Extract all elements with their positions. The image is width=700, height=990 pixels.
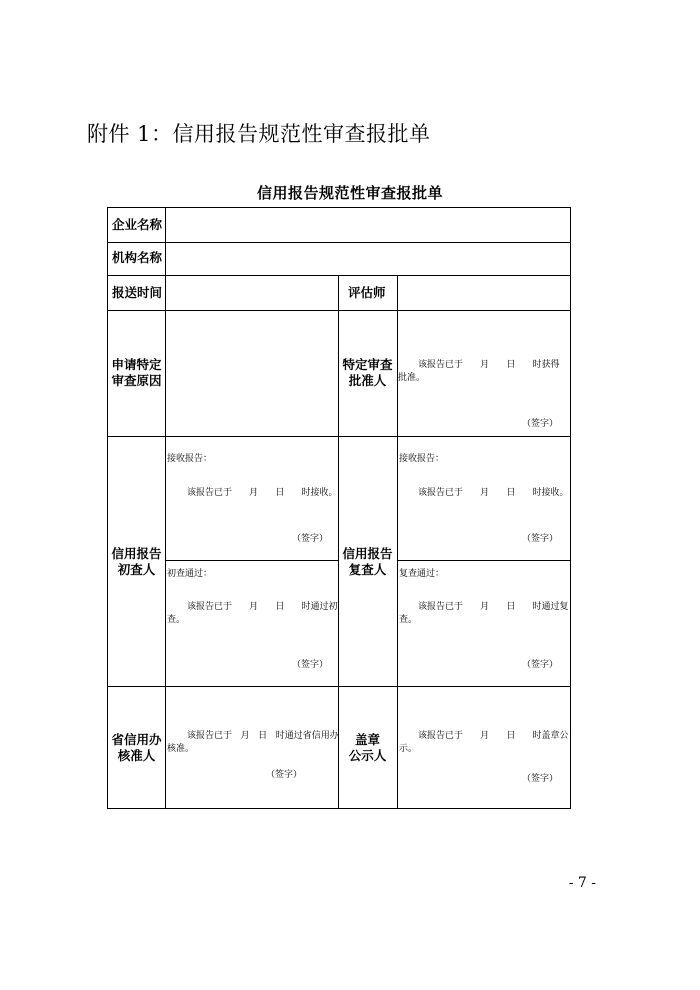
receive-report-title: 接收报告： <box>167 454 213 464</box>
row-divider <box>165 560 338 561</box>
receive-report-text-right: 该报告已于 月 日 时接收。 <box>418 488 569 498</box>
initial-reviewer-label-line1: 信用报告 <box>111 546 162 561</box>
initial-reviewer-label-line2: 初查人 <box>117 562 156 577</box>
province-approver-label <box>108 732 165 764</box>
assessor-field[interactable] <box>398 276 570 310</box>
apply-reason-label-line1: 申请特定 <box>111 357 162 372</box>
province-approver-label-line1: 省信用办 <box>111 732 162 747</box>
institution-name-field[interactable] <box>166 243 569 275</box>
sign-placeholder: （签字） <box>522 660 559 670</box>
stamp-publisher-label-line1: 盖章 <box>354 732 380 747</box>
sign-placeholder: （签字） <box>292 660 329 670</box>
row-divider <box>108 436 570 437</box>
province-approval-text-2: 核准。 <box>167 744 195 754</box>
special-approval-text-2: 批准。 <box>398 373 426 383</box>
company-name-label: 企业名称 <box>112 217 163 232</box>
recheck-reviewer-label-line2: 复查人 <box>348 562 387 577</box>
sign-placeholder: （签字） <box>522 534 559 544</box>
approval-form-table <box>107 207 571 809</box>
initial-pass-text-1: 该报告已于 月 日 时通过初 <box>187 602 338 612</box>
province-approval-text-1: 该报告已于 月 日 时通过省信用办 <box>187 731 339 741</box>
apply-reason-field[interactable] <box>166 311 338 436</box>
stamp-publisher-label-line2: 公示人 <box>348 748 387 763</box>
col-divider <box>397 275 398 808</box>
page-number: - 7 - <box>568 875 596 891</box>
recheck-pass-title: 复查通过： <box>399 569 445 579</box>
stamp-text-2: 示。 <box>399 744 418 754</box>
apply-reason-label-line2: 审查原因 <box>111 373 162 388</box>
province-approver-label-line2: 核准人 <box>117 748 156 763</box>
sign-placeholder: （签字） <box>522 774 559 784</box>
row-divider <box>108 686 570 687</box>
receive-report-text: 该报告已于 月 日 时接收。 <box>187 488 338 498</box>
special-approval-text-1: 该报告已于 月 日 时获得 <box>418 360 560 370</box>
receive-report-title-right: 接收报告： <box>399 454 445 464</box>
recheck-reviewer-label <box>338 546 397 578</box>
special-approver-label-line2: 批准人 <box>348 373 387 388</box>
stamp-publisher-label <box>338 732 397 764</box>
sign-placeholder: （签字） <box>522 419 559 429</box>
row-divider <box>397 560 570 561</box>
table-title: 信用报告规范性审查报批单 <box>256 184 443 202</box>
sign-placeholder: （签字） <box>266 770 303 780</box>
initial-pass-text-2: 查。 <box>167 615 186 625</box>
document-heading: 附件 1：信用报告规范性审查报批单 <box>87 122 431 146</box>
company-name-field[interactable] <box>166 209 569 241</box>
stamp-text-1: 该报告已于 月 日 时盖章公 <box>418 731 569 741</box>
sign-placeholder: （签字） <box>292 534 329 544</box>
submit-time-label: 报送时间 <box>112 285 163 300</box>
recheck-pass-text-2: 查。 <box>399 615 418 625</box>
special-approver-label <box>338 357 397 389</box>
special-approver-label-line1: 特定审查 <box>342 357 393 372</box>
initial-reviewer-label <box>108 546 165 578</box>
recheck-reviewer-label-line1: 信用报告 <box>342 546 393 561</box>
col-divider <box>338 275 339 808</box>
recheck-pass-text-1: 该报告已于 月 日 时通过复 <box>418 602 569 612</box>
institution-name-label: 机构名称 <box>112 250 163 265</box>
assessor-label: 评估师 <box>348 285 386 300</box>
apply-reason-label <box>108 357 165 389</box>
submit-time-field[interactable] <box>166 276 338 310</box>
initial-pass-title: 初查通过： <box>167 569 213 579</box>
